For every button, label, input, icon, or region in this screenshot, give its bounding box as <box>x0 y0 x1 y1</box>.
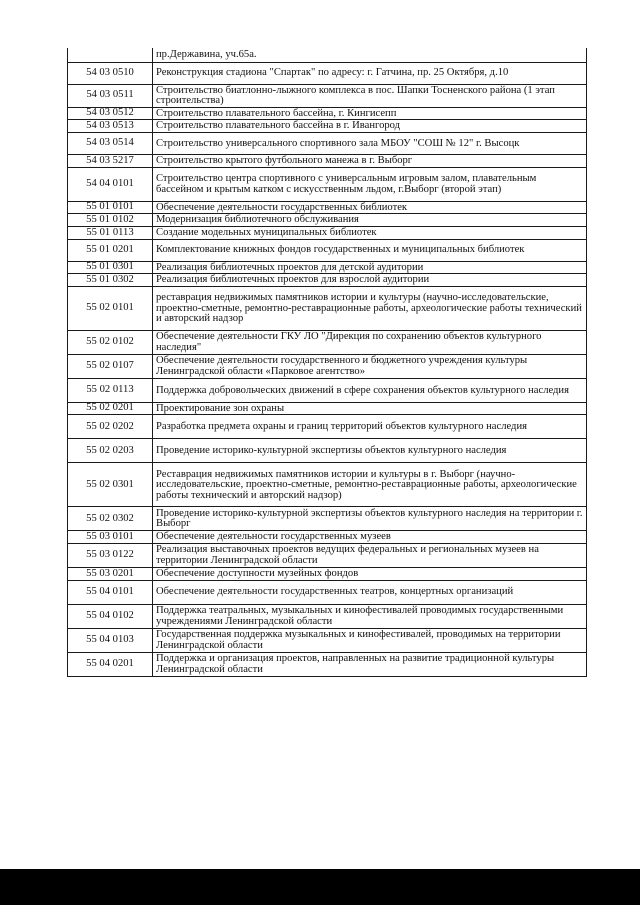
table-row <box>68 463 587 507</box>
name-cell: Модернизация библиотечного обслуживания <box>153 214 587 227</box>
name-cell: Обеспечение деятельности государственных театров, концертных организаций <box>153 580 587 604</box>
name-cell: Реализация выставочных проектов ведущих федеральных и региональных музеев на территории Ленинградской области <box>153 544 587 568</box>
code-cell: 55 02 0301 <box>68 463 153 507</box>
code-cell: 55 02 0107 <box>68 354 153 378</box>
name-cell: пр.Державина, уч.65а. <box>153 48 587 62</box>
name-cell: Поддержка театральных, музыкальных и кинофестивалей проводимых государственными учреждениями Ленинградской области <box>153 604 587 628</box>
table-row <box>68 274 587 287</box>
table-row <box>68 48 587 62</box>
code-cell: 55 02 0102 <box>68 330 153 354</box>
name-cell: Создание модельных муниципальных библиотек <box>153 227 587 240</box>
table-row <box>68 120 587 133</box>
name-cell: Обеспечение деятельности государственных музеев <box>153 531 587 544</box>
name-cell: Проведение историко-культурной экспертизы объектов культурного наследия на территории г. Выборг <box>153 507 587 531</box>
table-row <box>68 544 587 568</box>
table-row <box>68 507 587 531</box>
table-row <box>68 628 587 652</box>
scan-bottom-border <box>0 869 640 905</box>
code-cell: 54 03 0513 <box>68 120 153 133</box>
table-row <box>68 201 587 214</box>
code-cell: 55 01 0301 <box>68 261 153 274</box>
name-cell: Государственная поддержка музыкальных и кинофестивалей, проводимых на территории Ленинградской области <box>153 628 587 652</box>
table-row <box>68 439 587 463</box>
table-row <box>68 652 587 676</box>
table-row <box>68 580 587 604</box>
table-row <box>68 378 587 402</box>
table-row <box>68 62 587 84</box>
name-cell: Обеспечение деятельности ГКУ ЛО "Дирекция по сохранению объектов культурного наследия" <box>153 330 587 354</box>
code-cell: 55 03 0201 <box>68 568 153 581</box>
code-cell: 55 01 0302 <box>68 274 153 287</box>
code-cell: 54 03 0510 <box>68 62 153 84</box>
table-row <box>68 286 587 330</box>
code-cell: 55 01 0102 <box>68 214 153 227</box>
code-cell: 55 03 0101 <box>68 531 153 544</box>
code-cell: 54 04 0101 <box>68 167 153 201</box>
code-cell: 55 04 0201 <box>68 652 153 676</box>
name-cell: Строительство биатлонно-лыжного комплекса в пос. Шапки Тосненского района (1 этап строительства) <box>153 84 587 107</box>
code-cell: 55 02 0302 <box>68 507 153 531</box>
code-cell: 55 02 0101 <box>68 286 153 330</box>
code-cell: 55 01 0101 <box>68 201 153 214</box>
table-row <box>68 227 587 240</box>
code-cell: 55 02 0201 <box>68 402 153 415</box>
name-cell: Реставрация недвижимых памятников истории и культуры в г. Выборг (научно-исследовательские, проектно-сметные, ремонтно-реставрационные работы, археологические работы технический и авторский надзор) <box>153 463 587 507</box>
name-cell: Обеспечение деятельности государственного и бюджетного учреждения культуры Ленинградской области «Парковое агентство» <box>153 354 587 378</box>
code-cell: 54 03 5217 <box>68 154 153 167</box>
budget-codes-table <box>67 48 587 677</box>
name-cell: Разработка предмета охраны и границ территорий объектов культурного наследия <box>153 415 587 439</box>
table-row <box>68 214 587 227</box>
table-row <box>68 84 587 107</box>
code-cell: 55 01 0201 <box>68 239 153 261</box>
code-cell: 54 03 0514 <box>68 132 153 154</box>
table-row <box>68 167 587 201</box>
code-cell: 55 02 0202 <box>68 415 153 439</box>
table-row <box>68 531 587 544</box>
name-cell: Строительство центра спортивного с универсальным игровым залом, плавательным бассейном и крытым катком с искусственным льдом, г.Выборг (второй этап) <box>153 167 587 201</box>
table-row <box>68 154 587 167</box>
table-row <box>68 604 587 628</box>
table-row <box>68 107 587 120</box>
table-row <box>68 330 587 354</box>
code-cell: 54 03 0511 <box>68 84 153 107</box>
code-cell: 55 01 0113 <box>68 227 153 240</box>
name-cell: Поддержка и организация проектов, направленных на развитие традиционной культуры Ленинградской области <box>153 652 587 676</box>
table-row <box>68 415 587 439</box>
code-cell: 55 04 0103 <box>68 628 153 652</box>
table-body <box>68 48 587 676</box>
name-cell: реставрация недвижимых памятников истории и культуры (научно-исследовательские, проектно-сметные, ремонтно-реставрационные работы, археологические работы технический и авторский надзор <box>153 286 587 330</box>
name-cell: Комплектование книжных фондов государственных и муниципальных библиотек <box>153 239 587 261</box>
name-cell: Строительство универсального спортивного зала МБОУ "СОШ № 12" г. Высоцк <box>153 132 587 154</box>
name-cell: Строительство крытого футбольного манежа в г. Выборг <box>153 154 587 167</box>
name-cell: Реализация библиотечных проектов для детской аудитории <box>153 261 587 274</box>
table-row <box>68 261 587 274</box>
name-cell: Обеспечение доступности музейных фондов <box>153 568 587 581</box>
table-row <box>68 402 587 415</box>
code-cell: 55 02 0203 <box>68 439 153 463</box>
table-row <box>68 132 587 154</box>
code-cell: 55 04 0101 <box>68 580 153 604</box>
code-cell: 55 04 0102 <box>68 604 153 628</box>
name-cell: Проектирование зон охраны <box>153 402 587 415</box>
table-row <box>68 239 587 261</box>
name-cell: Обеспечение деятельности государственных библиотек <box>153 201 587 214</box>
name-cell: Поддержка добровольческих движений в сфере сохранения объектов культурного наследия <box>153 378 587 402</box>
name-cell: Строительство плавательного бассейна в г. Ивангород <box>153 120 587 133</box>
code-cell: 55 03 0122 <box>68 544 153 568</box>
table-row <box>68 568 587 581</box>
code-cell: 54 03 0512 <box>68 107 153 120</box>
name-cell: Реализация библиотечных проектов для взрослой аудитории <box>153 274 587 287</box>
code-cell <box>68 48 153 62</box>
name-cell: Реконструкция стадиона "Спартак" по адресу: г. Гатчина, пр. 25 Октября, д.10 <box>153 62 587 84</box>
name-cell: Строительство плавательного бассейна, г. Кингисепп <box>153 107 587 120</box>
name-cell: Проведение историко-культурной экспертизы объектов культурного наследия <box>153 439 587 463</box>
table-row <box>68 354 587 378</box>
code-cell: 55 02 0113 <box>68 378 153 402</box>
